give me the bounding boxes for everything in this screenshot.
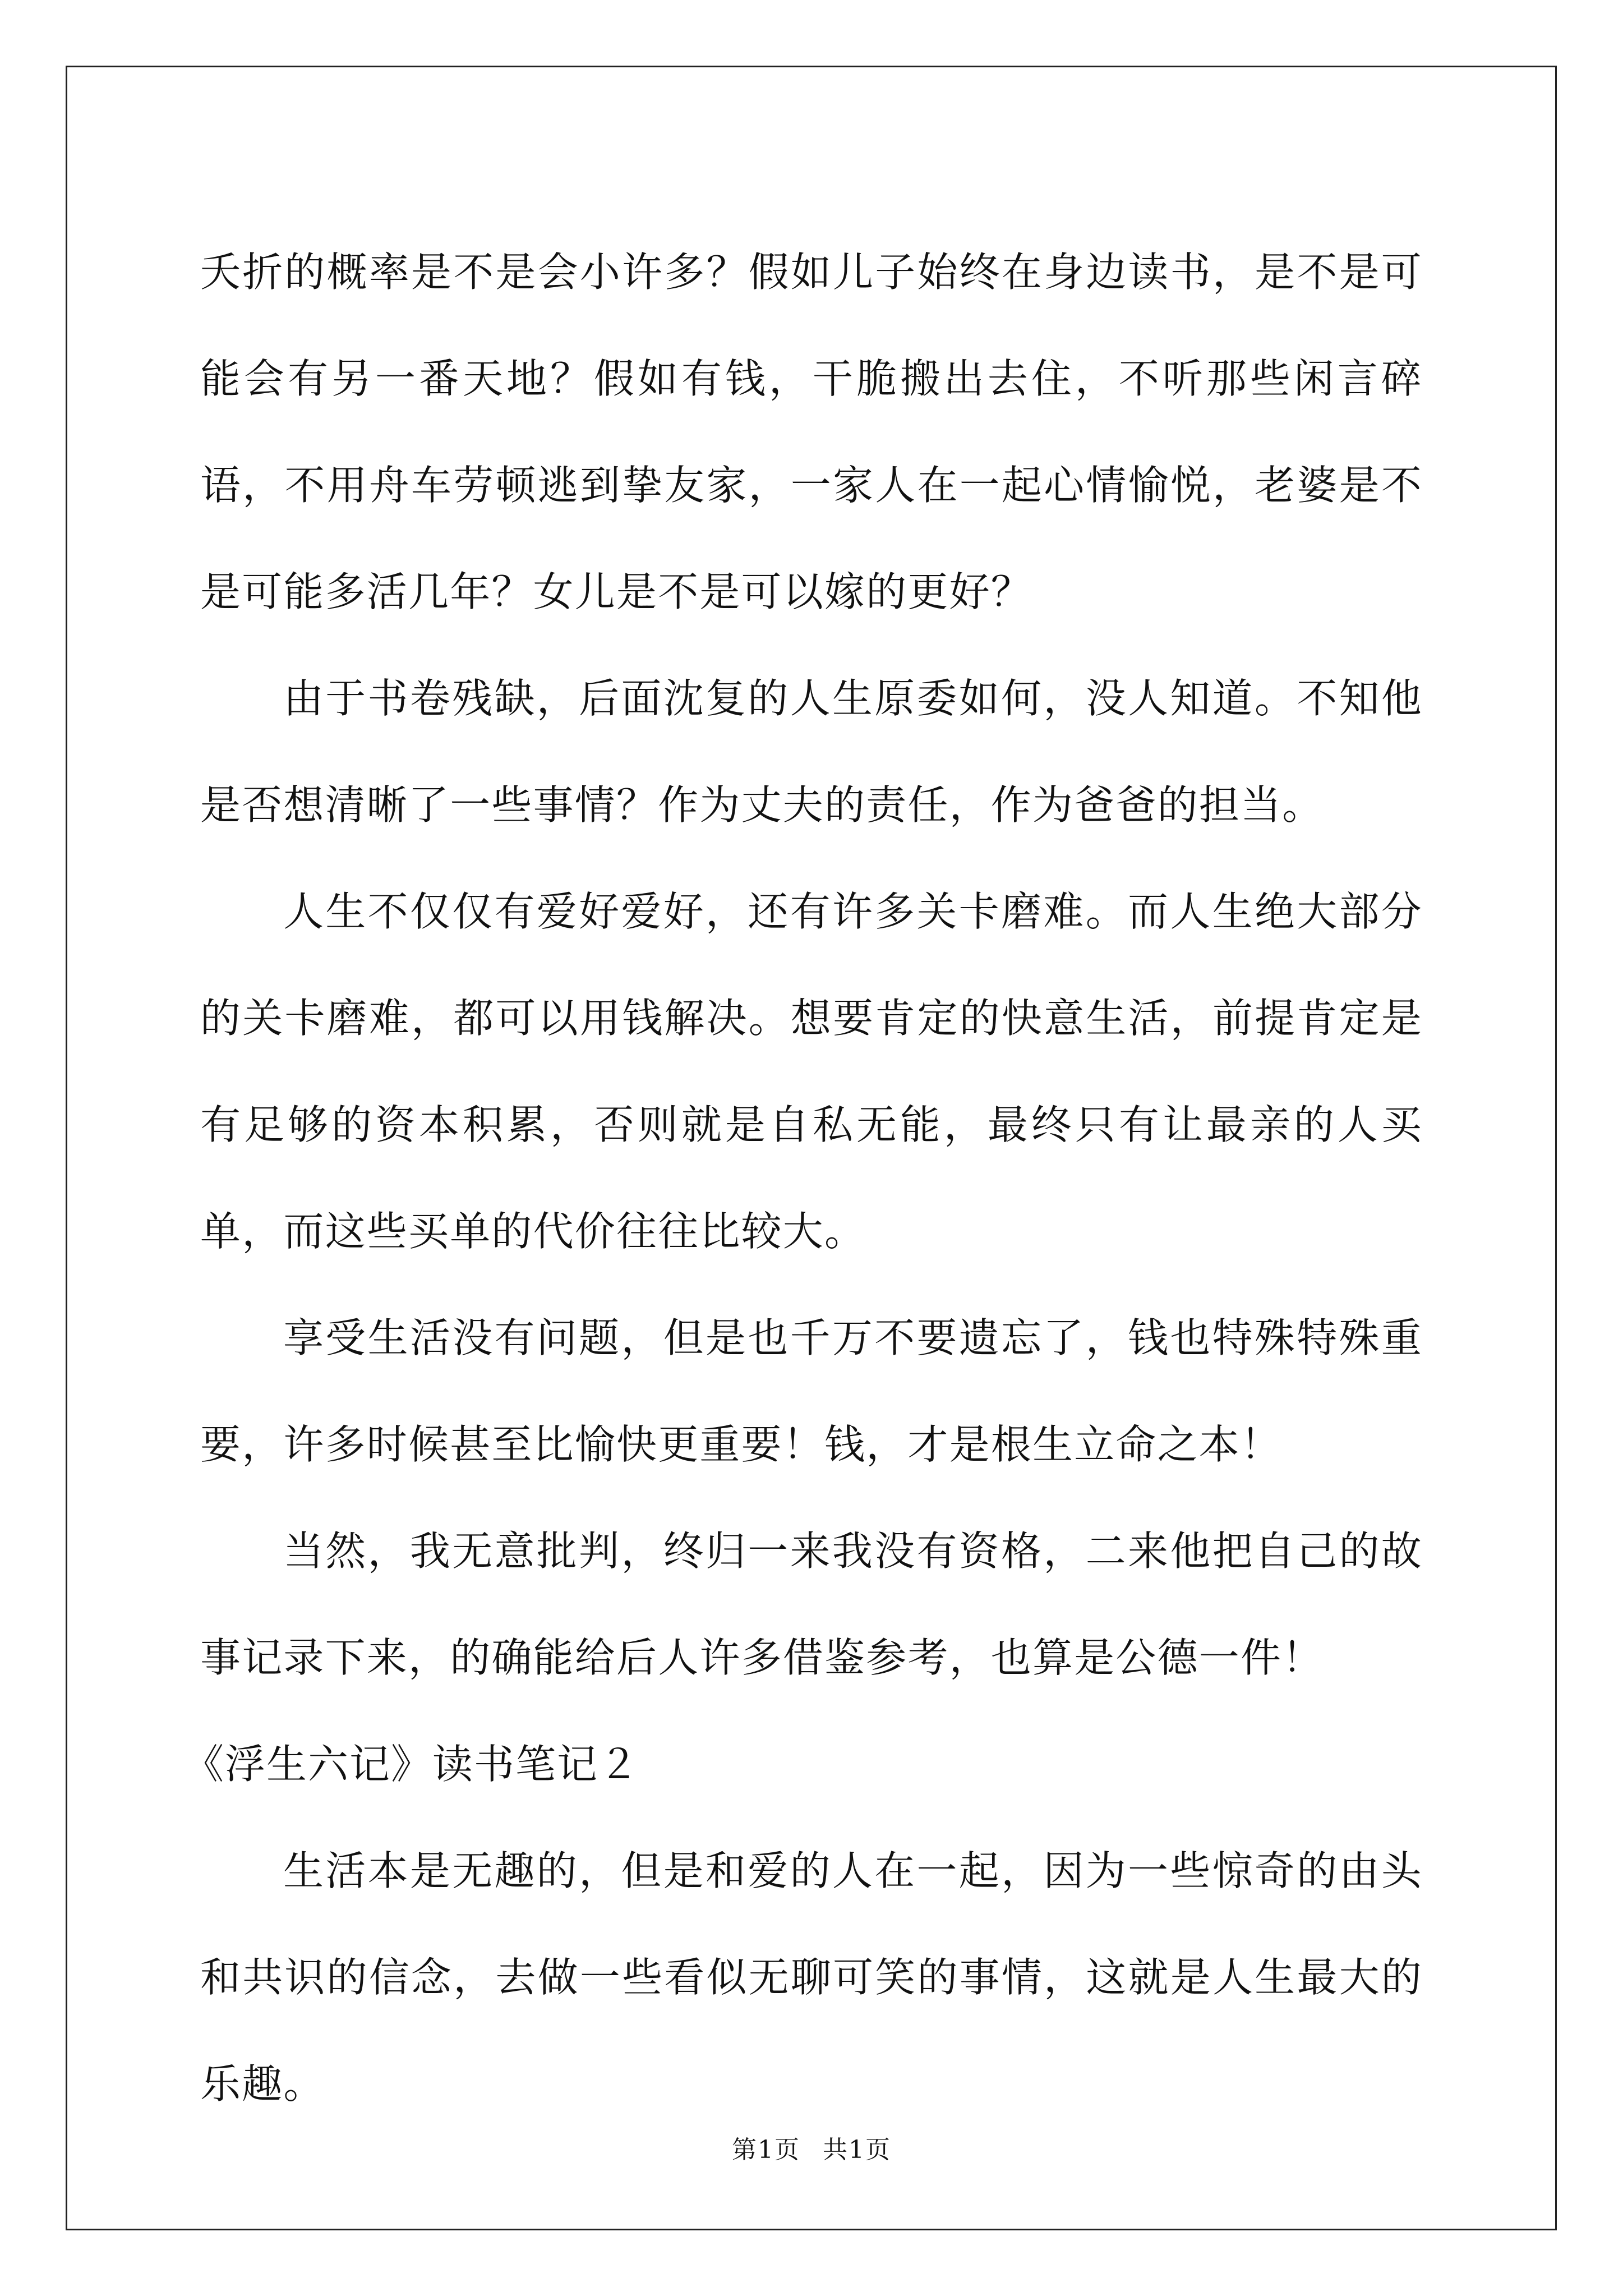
paragraph: 人生不仅仅有爱好爱好，还有许多关卡磨难。而人生绝大部分的关卡磨难，都可以用钱解决。想要肯定的快意生活，前提肯定是有足够的资本积累，否则就是自私无能，最终只有让最亲的人买单，而这些买单的代价往往比较大。 [200,888,1423,1255]
document-body [183,219,1423,2137]
paragraph: 生活本是无趣的，但是和爱的人在一起，因为一些惊奇的由头和共识的信念，去做一些看似无聊可笑的事情，这就是人生最大的乐趣。 [200,1847,1423,2108]
paragraph: 享受生活没有问题，但是也千万不要遗忘了，钱也特殊特殊重要，许多时候甚至比愉快更重要！钱，才是根生立命之本！ [200,1314,1423,1468]
page-total: 共1页 [823,2136,891,2164]
paragraph-continuation: 夭折的概率是不是会小许多？假如儿子始终在身边读书，是不是可能会有另一番天地？假如有钱，干脆搬出去住，不听那些闲言碎语，不用舟车劳顿逃到挚友家，一家人在一起心情愉悦，老婆是不是可能多活几年？女儿是不是可以嫁的更好？ [200,249,1423,615]
paragraph: 由于书卷残缺，后面沈复的人生原委如何，没人知道。不知他是否想清晰了一些事情？作为丈夫的责任，作为爸爸的担当。 [200,675,1423,829]
section-title: 《浮生六记》读书笔记２ [183,1741,640,1788]
paragraph: 当然，我无意批判，终归一来我没有资格，二来他把自己的故事记录下来，的确能给后人许多借鉴参考，也算是公德一件！ [200,1527,1423,1681]
page-number: 第1页 [732,2136,800,2164]
page-footer [0,2129,1623,2165]
